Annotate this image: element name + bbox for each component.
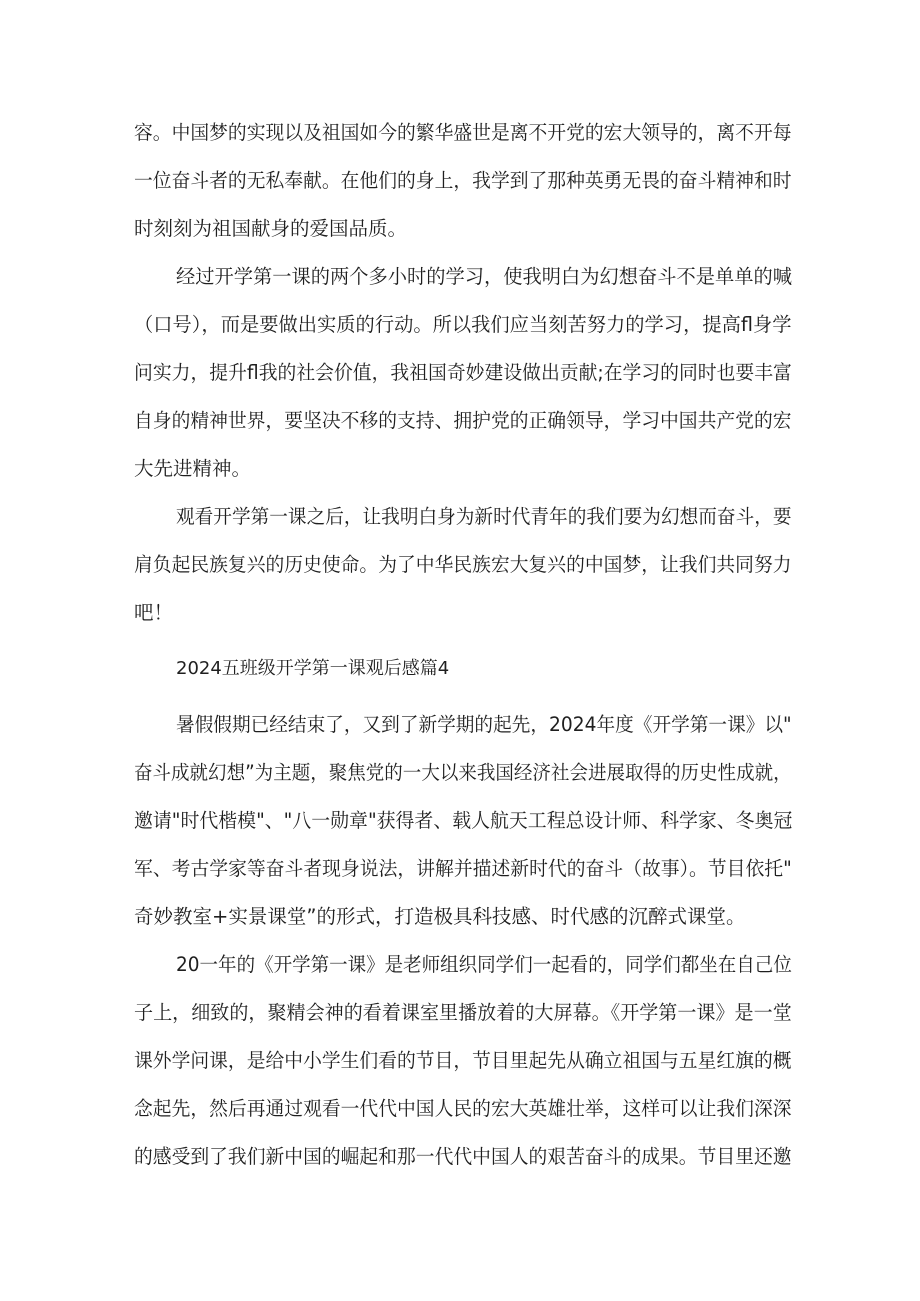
paragraph-4-line-2: 奋斗成就幻想”为主题，聚焦党的一大以来我国经济社会进展取得的历史性成就， (134, 761, 792, 784)
paragraph-2-line-4: 自身的精神世界，要坚决不移的支持、拥护党的正确领导，学习中国共产党的宏 (134, 409, 792, 432)
paragraph-2-line-2: （口号），而是要做出实质的行动。所以我们应当刻苦努力的学习，提高fl身学 (134, 313, 792, 336)
paragraph-4-line-3: 邀请"时代楷模"、"八一勋章"获得者、载人航天工程总设计师、科学家、冬奥冠 (134, 809, 793, 832)
paragraph-1-line-1: 容。中国梦的实现以及祖国如今的繁华盛世是离不开党的宏大领导的，离不开每 (134, 121, 792, 144)
section-heading: 2024五班级开学第一课观后感篇4 (176, 658, 450, 679)
paragraph-3-line-3: 吧！ (134, 601, 174, 624)
paragraph-4-line-4: 军、考古学家等奋斗者现身说法，讲解并描述新时代的奋斗（故事）。节目依托" (134, 857, 792, 880)
paragraph-3-line-2: 肩负起民族复兴的历史使命。为了中华民族宏大复兴的中国梦，让我们共同努力 (134, 553, 792, 576)
paragraph-5-line-4: 念起先，然后再通过观看一代代中国人民的宏大英雄壮举，这样可以让我们深深 (134, 1097, 792, 1120)
paragraph-2-line-3: 问实力，提升fl我的社会价值，我祖国奇妙建设做出贡献;在学习的同时也要丰富 (134, 361, 792, 384)
paragraph-3-line-1: 观看开学第一课之后，让我明白身为新时代青年的我们要为幻想而奋斗，要 (176, 505, 792, 528)
paragraph-1-line-3: 时刻刻为祖国献身的爱国品质。 (134, 217, 408, 240)
paragraph-5-line-5: 的感受到了我们新中国的崛起和那一代代中国人的艰苦奋斗的成果。节目里还邀 (134, 1145, 792, 1168)
paragraph-5-line-3: 课外学问课，是给中小学生们看的节目，节目里起先从确立祖国与五星红旗的概 (134, 1049, 792, 1072)
paragraph-2-line-5: 大先进精神。 (134, 457, 252, 480)
paragraph-1-line-2: 一位奋斗者的无私奉献。在他们的身上，我学到了那种英勇无畏的奋斗精神和时 (134, 169, 792, 192)
paragraph-4-line-5: 奇妙教室+实景课堂”的形式，打造极具科技感、时代感的沉醉式课堂。 (134, 905, 746, 928)
paragraph-5-line-2: 子上，细致的，聚精会神的看着课室里播放着的大屏幕。《开学第一课》是一堂 (134, 1001, 792, 1024)
paragraph-5-line-1: 20一年的《开学第一课》是老师组织同学们一起看的，同学们都坐在自己位 (176, 953, 792, 976)
paragraph-2-line-1: 经过开学第一课的两个多小时的学习，使我明白为幻想奋斗不是单单的喊 (176, 265, 793, 288)
paragraph-4-line-1: 暑假假期已经结束了，又到了新学期的起先，2024年度《开学第一课》以" (176, 713, 792, 736)
